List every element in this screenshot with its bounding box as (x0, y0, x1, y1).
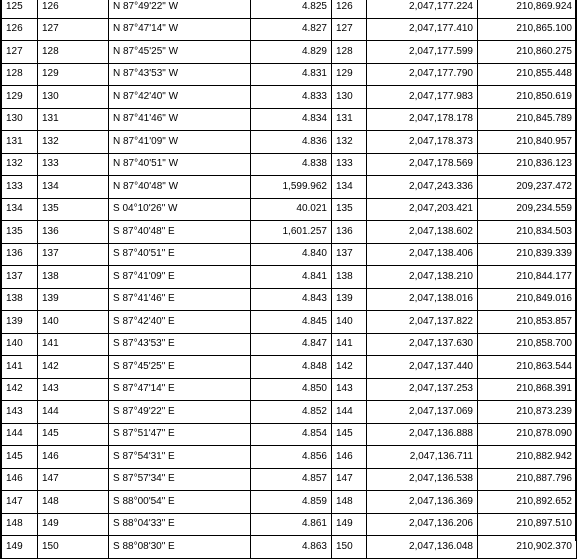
northing-cell: 2,047,177.599 (367, 41, 478, 64)
station-to-cell: 145 (38, 423, 109, 446)
table-row (2, 176, 577, 199)
table-row (2, 288, 577, 311)
station-from-cell: 132 (2, 153, 38, 176)
easting-cell: 210,845.789 (478, 108, 577, 131)
distance-cell: 4.848 (251, 356, 332, 379)
station-to-cell: 140 (38, 311, 109, 334)
bearing-cell: S 04°10'26" W (109, 198, 251, 221)
station-to-cell: 147 (38, 468, 109, 491)
point-cell: 129 (332, 63, 367, 86)
table-row (2, 356, 577, 379)
easting-cell: 210,849.016 (478, 288, 577, 311)
station-to-cell: 142 (38, 356, 109, 379)
bearing-cell: S 88°08'30" E (109, 536, 251, 559)
bearing-cell: S 87°57'34" E (109, 468, 251, 491)
station-from-cell: 141 (2, 356, 38, 379)
distance-cell: 4.843 (251, 288, 332, 311)
coordinate-table (1, 0, 577, 559)
bearing-cell: S 88°00'54" E (109, 491, 251, 514)
point-cell: 127 (332, 18, 367, 41)
easting-cell: 210,887.796 (478, 468, 577, 491)
station-to-cell: 129 (38, 63, 109, 86)
table-row (2, 153, 577, 176)
bearing-cell: N 87°41'09" W (109, 131, 251, 154)
point-cell: 150 (332, 536, 367, 559)
station-to-cell: 127 (38, 18, 109, 41)
station-from-cell: 127 (2, 41, 38, 64)
northing-cell: 2,047,136.369 (367, 491, 478, 514)
easting-cell: 210,834.503 (478, 221, 577, 244)
bearing-cell: S 87°42'40" E (109, 311, 251, 334)
point-cell: 132 (332, 131, 367, 154)
station-from-cell: 149 (2, 536, 38, 559)
table-row (2, 0, 577, 18)
station-from-cell: 136 (2, 243, 38, 266)
station-from-cell: 146 (2, 468, 38, 491)
distance-cell: 4.831 (251, 63, 332, 86)
table-row (2, 536, 577, 559)
distance-cell: 1,601.257 (251, 221, 332, 244)
station-to-cell: 136 (38, 221, 109, 244)
distance-cell: 4.834 (251, 108, 332, 131)
table-row (2, 333, 577, 356)
point-cell: 134 (332, 176, 367, 199)
northing-cell: 2,047,137.822 (367, 311, 478, 334)
bearing-cell: S 87°41'46" E (109, 288, 251, 311)
table-row (2, 198, 577, 221)
distance-cell: 4.863 (251, 536, 332, 559)
bearing-cell: N 87°40'51" W (109, 153, 251, 176)
easting-cell: 210,882.942 (478, 446, 577, 469)
distance-cell: 4.852 (251, 401, 332, 424)
distance-cell: 4.854 (251, 423, 332, 446)
easting-cell: 210,853.857 (478, 311, 577, 334)
northing-cell: 2,047,138.210 (367, 266, 478, 289)
northing-cell: 2,047,138.016 (367, 288, 478, 311)
bearing-cell: S 87°45'25" E (109, 356, 251, 379)
bearing-cell: S 87°41'09" E (109, 266, 251, 289)
station-from-cell: 148 (2, 513, 38, 536)
easting-cell: 210,902.370 (478, 536, 577, 559)
bearing-cell: N 87°41'46" W (109, 108, 251, 131)
bearing-cell: N 87°47'14" W (109, 18, 251, 41)
bearing-cell: N 87°43'53" W (109, 63, 251, 86)
bearing-cell: S 87°40'51" E (109, 243, 251, 266)
point-cell: 145 (332, 423, 367, 446)
northing-cell: 2,047,177.224 (367, 0, 478, 18)
easting-cell: 210,844.177 (478, 266, 577, 289)
table-row (2, 423, 577, 446)
station-from-cell: 147 (2, 491, 38, 514)
northing-cell: 2,047,136.048 (367, 536, 478, 559)
point-cell: 138 (332, 266, 367, 289)
station-to-cell: 138 (38, 266, 109, 289)
point-cell: 135 (332, 198, 367, 221)
station-from-cell: 145 (2, 446, 38, 469)
station-from-cell: 133 (2, 176, 38, 199)
table-row (2, 131, 577, 154)
northing-cell: 2,047,137.069 (367, 401, 478, 424)
station-from-cell: 135 (2, 221, 38, 244)
easting-cell: 210,878.090 (478, 423, 577, 446)
bearing-cell: N 87°49'22" W (109, 0, 251, 18)
easting-cell: 210,839.339 (478, 243, 577, 266)
distance-cell: 4.845 (251, 311, 332, 334)
station-from-cell: 129 (2, 86, 38, 109)
station-from-cell: 126 (2, 18, 38, 41)
bearing-cell: S 87°43'53" E (109, 333, 251, 356)
table-row (2, 266, 577, 289)
northing-cell: 2,047,136.888 (367, 423, 478, 446)
table-row (2, 108, 577, 131)
station-to-cell: 134 (38, 176, 109, 199)
point-cell: 143 (332, 378, 367, 401)
bearing-cell: N 87°42'40" W (109, 86, 251, 109)
easting-cell: 209,237.472 (478, 176, 577, 199)
northing-cell: 2,047,136.206 (367, 513, 478, 536)
distance-cell: 1,599.962 (251, 176, 332, 199)
table-row (2, 468, 577, 491)
table-row (2, 401, 577, 424)
distance-cell: 4.838 (251, 153, 332, 176)
bearing-cell: S 87°47'14" E (109, 378, 251, 401)
point-cell: 137 (332, 243, 367, 266)
station-from-cell: 140 (2, 333, 38, 356)
station-to-cell: 128 (38, 41, 109, 64)
station-from-cell: 143 (2, 401, 38, 424)
easting-cell: 210,865.100 (478, 18, 577, 41)
northing-cell: 2,047,136.538 (367, 468, 478, 491)
distance-cell: 4.859 (251, 491, 332, 514)
northing-cell: 2,047,138.602 (367, 221, 478, 244)
northing-cell: 2,047,136.711 (367, 446, 478, 469)
point-cell: 126 (332, 0, 367, 18)
station-from-cell: 125 (2, 0, 38, 18)
distance-cell: 4.857 (251, 468, 332, 491)
distance-cell: 40.021 (251, 198, 332, 221)
table-row (2, 41, 577, 64)
bearing-cell: N 87°45'25" W (109, 41, 251, 64)
northing-cell: 2,047,203.421 (367, 198, 478, 221)
table-row (2, 63, 577, 86)
station-from-cell: 130 (2, 108, 38, 131)
distance-cell: 4.856 (251, 446, 332, 469)
station-from-cell: 137 (2, 266, 38, 289)
station-to-cell: 131 (38, 108, 109, 131)
table-row (2, 18, 577, 41)
station-from-cell: 144 (2, 423, 38, 446)
northing-cell: 2,047,177.790 (367, 63, 478, 86)
distance-cell: 4.833 (251, 86, 332, 109)
station-to-cell: 139 (38, 288, 109, 311)
distance-cell: 4.836 (251, 131, 332, 154)
point-cell: 149 (332, 513, 367, 536)
table-row (2, 86, 577, 109)
station-to-cell: 135 (38, 198, 109, 221)
station-to-cell: 137 (38, 243, 109, 266)
table-row (2, 221, 577, 244)
distance-cell: 4.850 (251, 378, 332, 401)
easting-cell: 210,897.510 (478, 513, 577, 536)
point-cell: 142 (332, 356, 367, 379)
easting-cell: 210,892.652 (478, 491, 577, 514)
point-cell: 136 (332, 221, 367, 244)
easting-cell: 210,860.275 (478, 41, 577, 64)
easting-cell: 210,855.448 (478, 63, 577, 86)
point-cell: 147 (332, 468, 367, 491)
point-cell: 131 (332, 108, 367, 131)
station-to-cell: 141 (38, 333, 109, 356)
station-from-cell: 128 (2, 63, 38, 86)
northing-cell: 2,047,177.983 (367, 86, 478, 109)
table-row (2, 311, 577, 334)
easting-cell: 210,840.957 (478, 131, 577, 154)
northing-cell: 2,047,137.253 (367, 378, 478, 401)
easting-cell: 210,858.700 (478, 333, 577, 356)
station-to-cell: 144 (38, 401, 109, 424)
point-cell: 148 (332, 491, 367, 514)
easting-cell: 210,836.123 (478, 153, 577, 176)
distance-cell: 4.847 (251, 333, 332, 356)
easting-cell: 210,873.239 (478, 401, 577, 424)
northing-cell: 2,047,137.630 (367, 333, 478, 356)
station-to-cell: 148 (38, 491, 109, 514)
distance-cell: 4.829 (251, 41, 332, 64)
table-body (2, 0, 577, 558)
point-cell: 128 (332, 41, 367, 64)
bearing-cell: S 88°04'33" E (109, 513, 251, 536)
distance-cell: 4.825 (251, 0, 332, 18)
point-cell: 146 (332, 446, 367, 469)
distance-cell: 4.840 (251, 243, 332, 266)
point-cell: 141 (332, 333, 367, 356)
bearing-cell: S 87°54'31" E (109, 446, 251, 469)
station-to-cell: 126 (38, 0, 109, 18)
northing-cell: 2,047,178.569 (367, 153, 478, 176)
station-from-cell: 139 (2, 311, 38, 334)
station-to-cell: 143 (38, 378, 109, 401)
point-cell: 144 (332, 401, 367, 424)
station-from-cell: 138 (2, 288, 38, 311)
station-from-cell: 142 (2, 378, 38, 401)
station-from-cell: 134 (2, 198, 38, 221)
table-row (2, 491, 577, 514)
point-cell: 140 (332, 311, 367, 334)
table-row (2, 378, 577, 401)
station-to-cell: 146 (38, 446, 109, 469)
easting-cell: 210,863.544 (478, 356, 577, 379)
distance-cell: 4.841 (251, 266, 332, 289)
point-cell: 133 (332, 153, 367, 176)
easting-cell: 210,850.619 (478, 86, 577, 109)
northing-cell: 2,047,138.406 (367, 243, 478, 266)
station-to-cell: 133 (38, 153, 109, 176)
northing-cell: 2,047,137.440 (367, 356, 478, 379)
station-from-cell: 131 (2, 131, 38, 154)
bearing-cell: S 87°51'47" E (109, 423, 251, 446)
point-cell: 130 (332, 86, 367, 109)
table-row (2, 446, 577, 469)
distance-cell: 4.827 (251, 18, 332, 41)
northing-cell: 2,047,178.373 (367, 131, 478, 154)
northing-cell: 2,047,177.410 (367, 18, 478, 41)
station-to-cell: 130 (38, 86, 109, 109)
easting-cell: 210,868.391 (478, 378, 577, 401)
easting-cell: 210,869.924 (478, 0, 577, 18)
northing-cell: 2,047,178.178 (367, 108, 478, 131)
easting-cell: 209,234.559 (478, 198, 577, 221)
distance-cell: 4.861 (251, 513, 332, 536)
bearing-cell: S 87°40'48" E (109, 221, 251, 244)
station-to-cell: 149 (38, 513, 109, 536)
station-to-cell: 132 (38, 131, 109, 154)
bearing-cell: S 87°49'22" E (109, 401, 251, 424)
table-row (2, 243, 577, 266)
point-cell: 139 (332, 288, 367, 311)
station-to-cell: 150 (38, 536, 109, 559)
table-row (2, 513, 577, 536)
northing-cell: 2,047,243.336 (367, 176, 478, 199)
bearing-cell: N 87°40'48" W (109, 176, 251, 199)
